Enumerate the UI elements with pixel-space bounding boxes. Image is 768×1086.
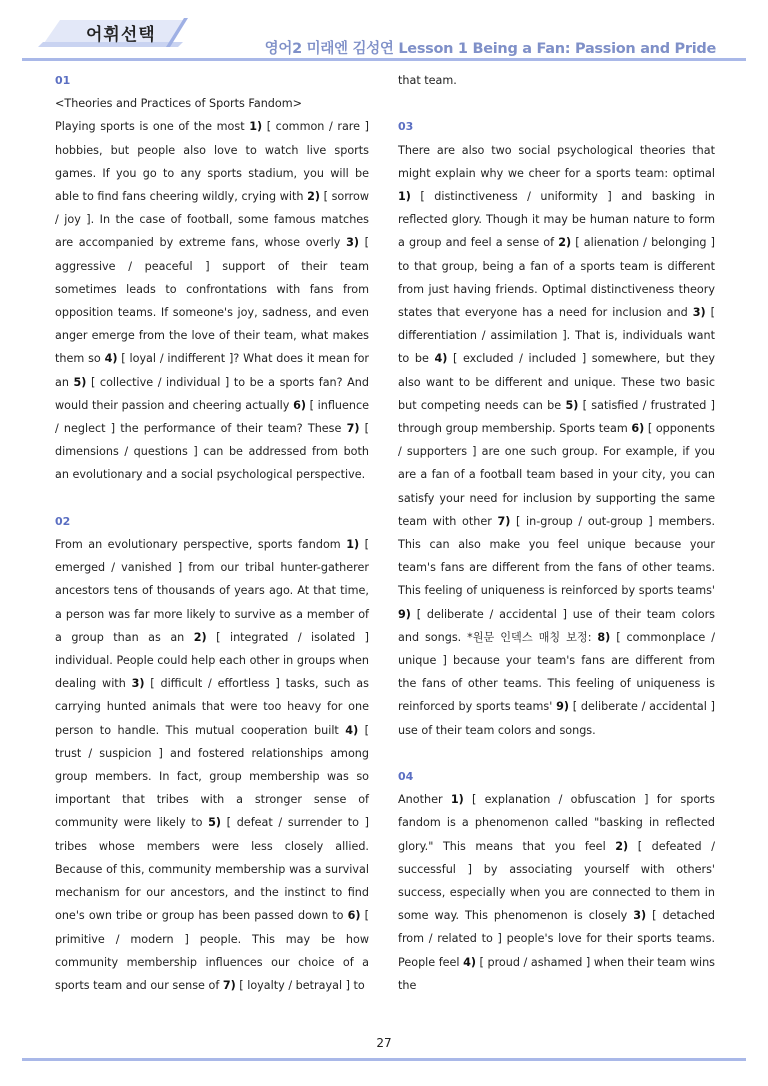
passage-paragraph xyxy=(398,139,715,742)
header-divider xyxy=(22,58,746,61)
question-number: 6) xyxy=(631,422,645,436)
passage-text: [ deliberate / accidental ] use of their team colors and songs. xyxy=(398,700,715,737)
passage-text: [ excluded / included ] somewhere, but they also want to be different and unique. These two basic but competing needs can be xyxy=(398,352,715,412)
page-header xyxy=(0,0,768,66)
passage-text: [ deliberate / accidental ] use of their team colors and songs. *원문 인덱스 매칭 보정: xyxy=(398,607,715,644)
question-number: 4) xyxy=(345,723,359,737)
paragraph-gap xyxy=(55,487,369,510)
passage-text: [ loyalty / betrayal ] to xyxy=(235,978,365,992)
question-number: 8) xyxy=(597,630,611,644)
passage-text: There are also two social psychological theories that might explain why we cheer for a sports team: optimal xyxy=(398,143,715,180)
passage-text: [ trust / suspicion ] and fostered relationships among group members. In fact, group membership was so important that tribes with a stronger sense of community were likely to xyxy=(55,723,370,830)
question-number: 6) xyxy=(347,909,361,923)
question-number: 4) xyxy=(434,352,448,366)
question-number: 5) xyxy=(73,375,87,389)
question-number: 6) xyxy=(293,398,306,412)
passage-text: [ in-group / out-group ] members. This can also make you feel unique because your team's fans are different from the fans of other teams. This feeling of uniqueness is reinforced by sports teams' xyxy=(398,514,715,598)
question-number: 2) xyxy=(558,236,572,250)
passage-text: [ defeat / surrender to ] tribes whose members were less closely allied. Because of this, community membership was a survival mechanism for our ancestors, and the instinct to find one's own tribe or group has been passed down to xyxy=(55,816,369,923)
passage-text: [ common / rare ] hobbies, but people also love to watch live sports games. If you go to any sports stadium, you will be able to find fans cheering wildly, crying with xyxy=(55,120,369,204)
passage-text: Playing sports is one of the most xyxy=(55,120,250,134)
question-number: 9) xyxy=(398,607,411,621)
passage-text: [ satisfied / frustrated ] through group membership. Sports team xyxy=(398,398,715,436)
question-number: 2) xyxy=(615,839,629,853)
passage-text: [ defeated / successful ] by associating yourself with others' success, especially when you are connected to them in some way. This phenomenon is closely xyxy=(398,839,715,923)
passage-text: [ proud / ashamed ] when their team wins the xyxy=(398,955,715,992)
section-number: 02 xyxy=(55,514,71,528)
passage-text: [ integrated / isolated ] individual. People could help each other in groups when dealing with xyxy=(55,630,370,691)
passage-text: From an evolutionary perspective, sports fandom xyxy=(55,538,347,552)
question-number: 1) xyxy=(398,190,411,203)
section-number: 04 xyxy=(398,770,414,784)
passage-text: <Theories and Practices of Sports Fandom> xyxy=(55,97,303,111)
passage-text: [ explanation / obfuscation ] for sports fandom is a phenomenon called "basking in reflected glory." This means that you feel xyxy=(398,793,715,853)
passage-text: Another xyxy=(398,793,451,807)
question-number: 1) xyxy=(450,793,464,807)
question-number: 7) xyxy=(222,978,236,992)
question-number: 4) xyxy=(104,352,118,366)
passage-text: [ dimensions / questions ] can be addressed from both an evolutionary and a social psychological perspective. xyxy=(55,422,369,482)
section-tab-label: 어휘선택 xyxy=(86,25,156,45)
passage-text: [ opponents / supporters ] are one such group. For example, if you are a fan of a football team based in your city, you can satisfy your need for inclusion by supporting the same team with other xyxy=(398,422,715,528)
paragraph-gap xyxy=(398,742,715,765)
passage-text: [ loyal / indifferent ]? What does it mean for an xyxy=(55,352,370,389)
passage-text: [ influence / neglect ] the performance of their team? These xyxy=(55,398,369,436)
section-number: 03 xyxy=(398,120,414,134)
left-column xyxy=(55,69,369,997)
paragraph-gap xyxy=(398,92,715,115)
passage-text: [ collective / individual ] to be a sports fan? And would their passion and cheering actually xyxy=(55,375,369,412)
passage-text: [ sorrow / joy ]. In the case of football, some famous matches are accompanied by extreme fans, whose overly xyxy=(55,190,369,250)
question-number: 3) xyxy=(692,306,706,320)
passage-text: [ differentiation / assimilation ]. That is, individuals want to be xyxy=(398,306,716,366)
page-number: 27 xyxy=(376,1036,392,1050)
question-number: 2) xyxy=(193,630,207,644)
passage-paragraph xyxy=(55,115,369,486)
footer-divider xyxy=(22,1058,746,1061)
passage-paragraph xyxy=(398,69,715,92)
question-number: 5) xyxy=(208,816,222,830)
right-column xyxy=(398,69,715,997)
page-title: 영어2 미래엔 김성연 Lesson 1 Being a Fan: Passion and Pride xyxy=(264,41,716,57)
question-number: 7) xyxy=(346,422,360,436)
question-number: 7) xyxy=(497,514,511,528)
passage-text: [ commonplace / unique ] because your team's fans are different from the fans of other teams. This feeling of uniqueness is reinforced by sports teams' xyxy=(398,630,715,714)
passage-text: [ alienation / belonging ] to that group, being a fan of a sports team is different from just having friends. Optimal distinctiveness theory states that everyone has a need for inclusion and xyxy=(398,236,715,320)
passage-text: [ detached from / related to ] people's love for their sports teams. People feel xyxy=(398,909,715,969)
passage-paragraph xyxy=(55,533,369,997)
passage-text: [ aggressive / peaceful ] support of their team sometimes leads to confrontations with fans from opposition teams. If someone's joy, sadness, and even anger emerge from the love of their team, what makes them so xyxy=(55,236,370,366)
passage-paragraph xyxy=(55,92,369,115)
question-number: 3) xyxy=(633,909,647,923)
question-number: 5) xyxy=(565,398,579,412)
passage-text: [ difficult / effortless ] tasks, such as carrying hunted animals that were too heavy for one person to handle. This mutual cooperation built xyxy=(55,677,369,737)
question-number: 3) xyxy=(346,236,359,250)
question-number: 2) xyxy=(307,190,320,204)
passage-text: that team. xyxy=(398,74,457,87)
passage-paragraph xyxy=(398,788,715,997)
section-number: 01 xyxy=(55,74,71,87)
question-number: 4) xyxy=(463,955,476,969)
passage-text: [ emerged / vanished ] from our tribal hunter-gatherer ancestors tens of thousands of years ago. At that time, a person was far more likely to survive as a member of a group than as an xyxy=(55,538,370,644)
question-number: 1) xyxy=(346,538,360,552)
question-number: 1) xyxy=(249,120,263,134)
passage-text: [ primitive / modern ] people. This may be how community membership influences our choice of a sports team and our sense of xyxy=(55,909,370,992)
question-number: 9) xyxy=(556,700,569,714)
passage-text: [ distinctiveness / uniformity ] and basking in reflected glory. Though it may be human nature to form a group and feel a sense of xyxy=(398,190,715,250)
question-number: 3) xyxy=(131,677,145,691)
